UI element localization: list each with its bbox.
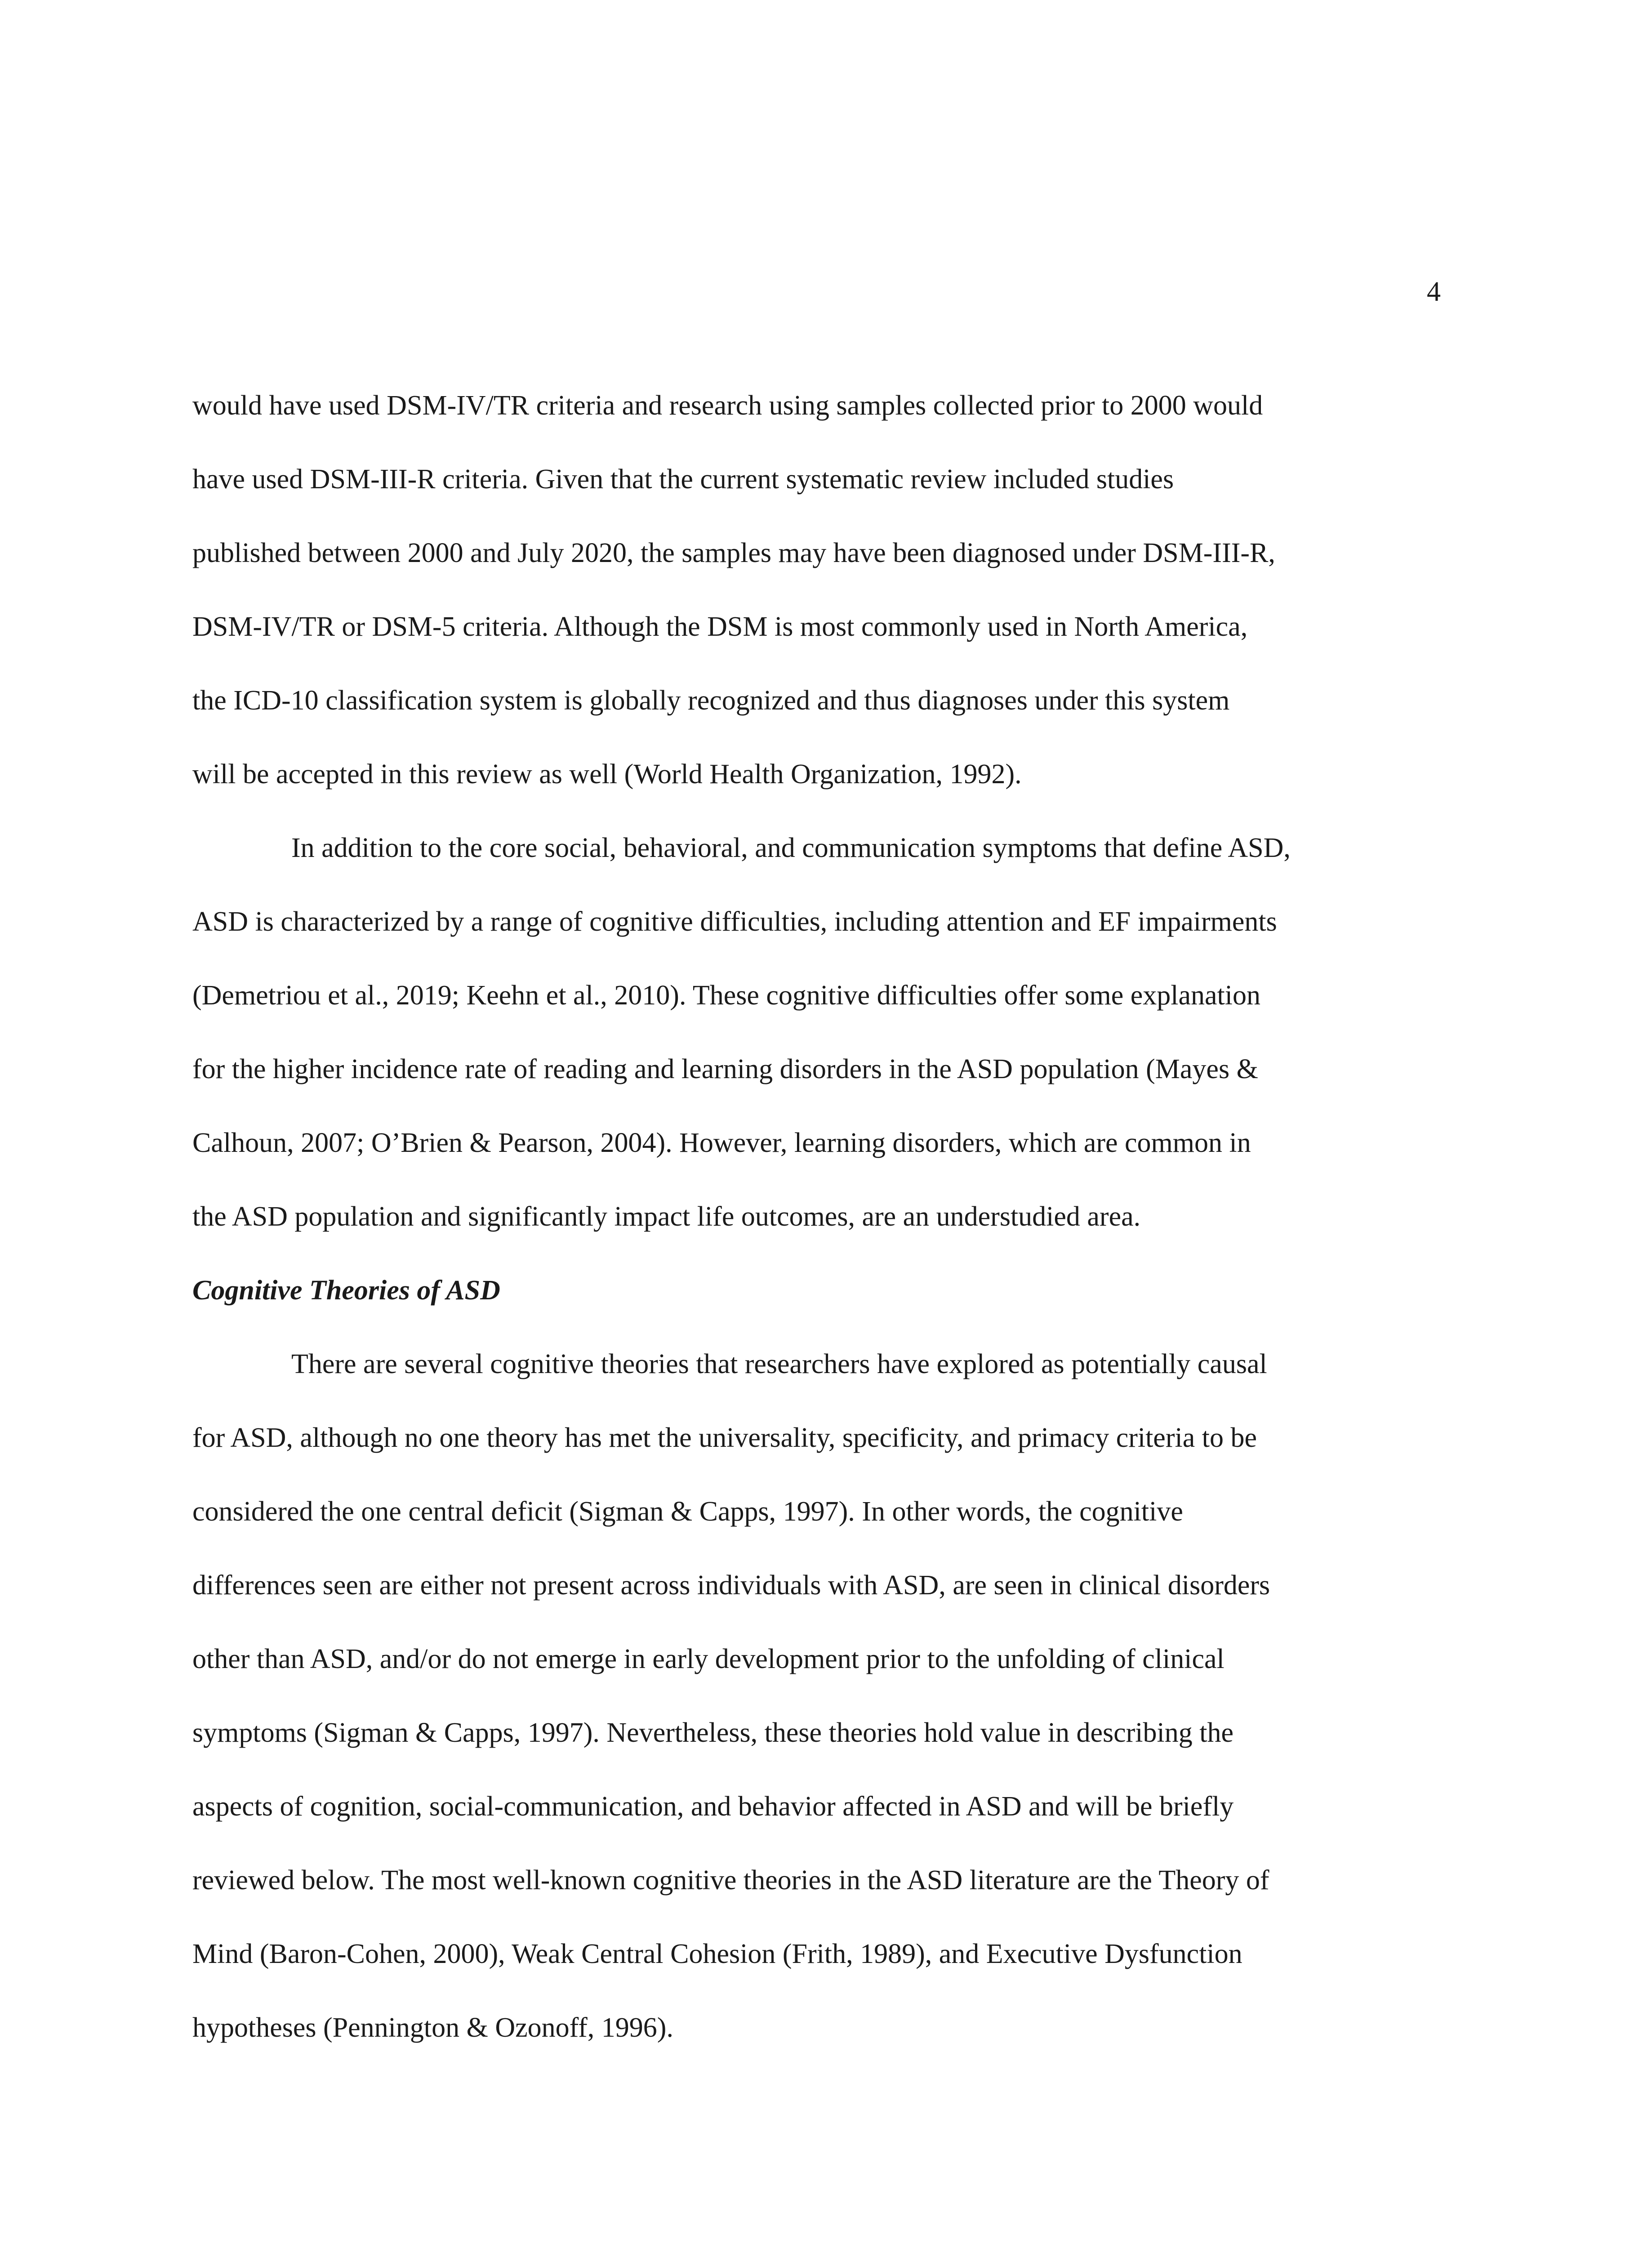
paragraph-line: There are several cognitive theories that researchers have explored as potentially causal: [291, 1349, 1267, 1379]
paragraph-line: will be accepted in this review as well (World Health Organization, 1992).: [192, 759, 1022, 789]
paragraph-line: Mind (Baron-Cohen, 2000), Weak Central Cohesion (Frith, 1989), and Executive Dysfunction: [192, 1939, 1242, 1969]
paragraph-2: [192, 811, 1447, 1253]
page-number: 4: [1427, 277, 1441, 307]
paragraph-line: the ICD-10 classification system is globally recognized and thus diagnoses under this system: [192, 685, 1230, 716]
paragraph-line: ASD is characterized by a range of cognitive difficulties, including attention and EF impairments: [192, 906, 1277, 937]
paragraph-1: [192, 369, 1447, 811]
paragraph-line: aspects of cognition, social-communication, and behavior affected in ASD and will be briefly: [192, 1791, 1234, 1822]
paragraph-line: for ASD, although no one theory has met the universality, specificity, and primacy criteria to be: [192, 1423, 1257, 1453]
paragraph-line: for the higher incidence rate of reading and learning disorders in the ASD population (Mayes &: [192, 1054, 1258, 1084]
paragraph-line: DSM-IV/TR or DSM-5 criteria. Although the DSM is most commonly used in North America,: [192, 611, 1248, 642]
paragraph-line: other than ASD, and/or do not emerge in early development prior to the unfolding of clinical: [192, 1644, 1225, 1674]
paragraph-3: [192, 1327, 1447, 2065]
paragraph-line: differences seen are either not present across individuals with ASD, are seen in clinical disorders: [192, 1570, 1270, 1601]
paragraph-line: (Demetriou et al., 2019; Keehn et al., 2010). These cognitive difficulties offer some explanation: [192, 980, 1260, 1011]
paragraph-line: reviewed below. The most well-known cognitive theories in the ASD literature are the Theory of: [192, 1865, 1269, 1896]
paragraph-line: would have used DSM-IV/TR criteria and research using samples collected prior to 2000 would: [192, 390, 1263, 421]
document-body: [192, 369, 1447, 2065]
paragraph-line: published between 2000 and July 2020, the samples may have been diagnosed under DSM-III-R,: [192, 538, 1275, 568]
paragraph-line: have used DSM-III-R criteria. Given that the current systematic review included studies: [192, 464, 1174, 495]
paragraph-line: the ASD population and significantly impact life outcomes, are an understudied area.: [192, 1201, 1141, 1232]
paragraph-line: hypotheses (Pennington & Ozonoff, 1996).: [192, 2012, 673, 2043]
paragraph-line: considered the one central deficit (Sigman & Capps, 1997). In other words, the cognitive: [192, 1496, 1183, 1527]
paragraph-line: In addition to the core social, behavioral, and communication symptoms that define ASD,: [291, 833, 1291, 863]
paragraph-line: Calhoun, 2007; O’Brien & Pearson, 2004). However, learning disorders, which are common in: [192, 1128, 1251, 1158]
section-heading: Cognitive Theories of ASD: [192, 1275, 500, 1306]
paragraph-line: symptoms (Sigman & Capps, 1997). Nevertheless, these theories hold value in describing the: [192, 1717, 1233, 1748]
